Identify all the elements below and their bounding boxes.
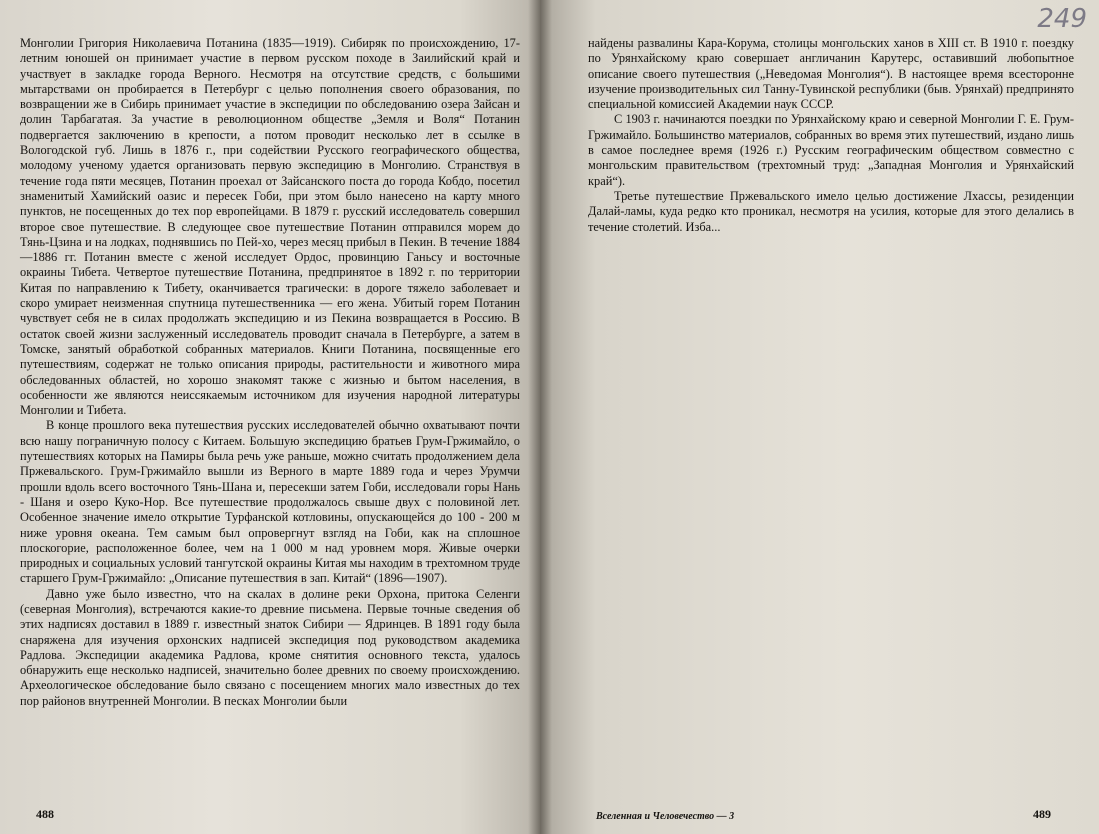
right-page-number: 489 (1033, 807, 1051, 821)
running-footer: Вселенная и Человечество — 3 (596, 811, 735, 822)
left-paragraph-2: В конце прошлого века путешествия русских исследователей обычно охватывают почти всю нашу пограничную полосу с Китаем. Большую экспедицию братьев Грум-Гржимайло, о путешествиях которых на Памиры была речь уже раньше, можно считать продолжением дела Пржевальского. Грум-Гржимайло вышли из Верного в марте 1889 года и через Урумчи прошли вдоль всего восточного Тянь-Шана и, пересекши затем Гоби, исследовали горы Нань - Шаня и озеро Куко-Нор. Все путешествие продолжалось свыше двух с половиной лет. Особенное значение имело открытие Турфанской котловины, опускающейся до 100 - 200 м ниже уровня океана. Тем самым был опровергнут взгляд на Гоби, как на сплошное плоскогорие, расположенное более, чем на 1 000 м над уровнем моря. Живые очерки природных и социальных условий тангутской окраины Китая мы находим в трехтомном труде старшего Грум-Гржимайло: „Описание путешествия в зап. Китай“ (1896—1907). (20, 418, 520, 586)
left-page (0, 0, 540, 834)
right-paragraph-1: найдены развалины Кара-Корума, столицы монгольских ханов в XIII ст. В 1910 г. поездку по Урянхайскому краю совершает англичанин Карутерс, оставивший любопытное описание своего путешествия („Неведомая Монголия“). В настоящее время всесторонне изучение производительных сил Танну-Тувинской республики (быв. Урянхай) предпринято специальной комиссией Академии наук СССР. (588, 36, 1074, 112)
right-paragraph-3: Третье путешествие Пржевальского имело целью достижение Лхассы, резиденции Далай-ламы, куда редко кто проникал, несмотря на усилия, которые для этого делались в течение столетий. Изба... (588, 188, 1074, 234)
left-page-text (20, 36, 520, 709)
left-paragraph-3: Давно уже было известно, что на скалах в долине реки Орхона, притока Селенги (северная Монголия), встречаются какие-то древние письмена. Первые точные сведения об этих надписях доставил в 1889 г. известный знаток Сибири — Ядринцев. В 1891 году была снаряжена для изучения орхонских надписей экспедиция под руководством академика Радлова. Экспедиции академика Радлова, кроме снятития основного текста, удалось обнаружить еще несколько надписей, значительно более древних по своему происхождению. Археологическое обследование было связано с посещением многих мало известных до тех пор районов внутренней Монголии. В песках Монголии были (20, 586, 520, 708)
right-page (540, 0, 1099, 834)
margin-note: 249 (1037, 4, 1087, 34)
left-page-number: 488 (36, 807, 54, 821)
right-paragraph-2: С 1903 г. начинаются поездки по Урянхайскому краю и северной Монголии Г. Е. Грум-Гржимайло. Большинство материалов, собранных во время этих путешествий, издано лишь в самое последнее время (1926 г.) Русским географическим обществом совместно с монгольским правительством (трехтомный труд: „Западная Монголия и Урянхайский край“). (588, 112, 1074, 188)
right-page-text (588, 36, 1074, 235)
book-gutter (528, 0, 552, 834)
left-paragraph-1: Монголии Григория Николаевича Потанина (1835—1919). Сибиряк по происхождению, 17-летним юношей он принимает участие в первом русском походе в Заилийский край и участвует в закладке города Верного. Несмотря на отсутствие средств, с большими мытарствами он пробирается в Петербург с целью пополнения своего образования, по возвращении же в Сибирь принимает участие в экспедиции по обследованию озера Зайсан и долин Тарбагатая. За участие в революционном обществе „Земля и Воля“ Потанин подвергается заключению в крепости, а потом проводит несколько лет в ссылке в Вологодской губ. Лишь в 1876 г., при содействии Русского географического общества, молодому ученому удается организовать первую экспедицию в Монголию. Странствуя в течение года пяти месяцев, Потанин проехал от Зайсанского поста до города Кобдо, посетил знаменитый Хамийский оазис и пересек Гоби, при этом было нанесено на карту много пунктов, не посещенных до тех пор европейцами. В 1879 г. русский исследователь совершил второе свое путешествие. В следующее свое путешествие Потанин отправился морем до Тянь-Цзина и на лодках, поднявшись по Пей-хо, через месяц прибыл в Пекин. В течение 1884—1886 гг. Потанин вместе с женой исследует Ордос, провинцию Ганьсу и восточные окраины Тибета. Четвертое путешествие Потанина, предпринятое в 1892 г. по территории Китая по направлению к Тибету, оканчивается трагически: в дороге тяжело заболевает и скоро умирает неизменная спутница путешественника — его жена. Убитый горем Потанин чувствует себя не в силах продолжать экспедицию и из Пекина возвращается в Россию. В остаток своей жизни заслуженный исследователь проводит сначала в Петербурге, а затем в Томске, занятый обработкой собранных материалов. Книги Потанина, посвященные его путешествиям, содержат не только описания природы, растительности и животного мира обследованных областей, но хорошо знакомят также с жизнью и бытом населения, в особенности же являются неиссякаемым источником для изучения народной литературы Монголии и Тибета. (20, 36, 520, 418)
